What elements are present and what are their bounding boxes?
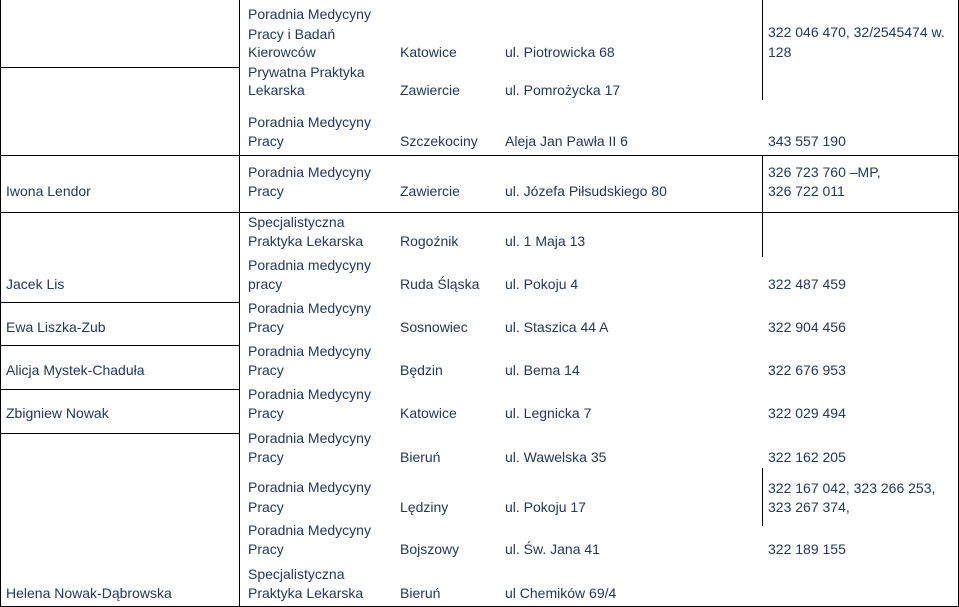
facility-address: ul. Bema 14 (505, 362, 580, 378)
facility-phone: 326 722 011 (768, 183, 845, 199)
facility-name: Prywatna Praktyka (248, 64, 365, 80)
facility-address: ul. Pomrożycka 17 (505, 82, 621, 98)
facility-name: Pracy (248, 183, 284, 199)
facility-name: Poradnia Medycyny (248, 343, 371, 359)
facility-name: Poradnia Medycyny (248, 522, 371, 538)
grid-line (0, 155, 959, 156)
facility-name: pracy (248, 276, 283, 292)
facility-city: Katowice (400, 44, 457, 60)
facility-name: Pracy (248, 319, 284, 335)
grid-line (0, 0, 1, 607)
facility-address: ul. Wawelska 35 (505, 449, 607, 465)
facility-name: Praktyka Lekarska (248, 233, 364, 249)
facility-name: Specjalistyczna (248, 214, 345, 230)
facility-city: Sosnowiec (400, 319, 468, 335)
facility-phone: 343 557 190 (768, 133, 846, 149)
facility-name: Pracy (248, 449, 284, 465)
facility-city: Zawiercie (400, 82, 460, 98)
facility-address: ul. Pokoju 4 (505, 276, 579, 292)
facility-name: Lekarska (248, 82, 305, 98)
grid-line (0, 345, 240, 346)
facility-address: ul. Staszica 44 A (505, 319, 609, 335)
facility-name: Pracy (248, 405, 284, 421)
facility-city: Bojszowy (400, 541, 460, 557)
facility-name: Poradnia Medycyny (248, 479, 371, 495)
grid-line (762, 468, 763, 526)
facility-address: ul. Józefa Piłsudskiego 80 (505, 183, 667, 199)
facility-city: Rogoźnik (400, 233, 459, 249)
facility-city: Ruda Śląska (400, 276, 480, 292)
facility-name: Pracy (248, 499, 284, 515)
facility-phone: 323 267 374, (768, 499, 850, 515)
facility-phone: 322 189 155 (768, 541, 846, 557)
facility-name: Pracy (248, 541, 284, 557)
grid-line (762, 155, 763, 257)
facility-phone: 322 904 456 (768, 319, 846, 335)
grid-line (239, 0, 240, 607)
person-name: Jacek Lis (6, 276, 65, 292)
facility-city: Bieruń (400, 585, 441, 601)
facility-city: Bieruń (400, 449, 441, 465)
grid-line (0, 67, 240, 68)
facility-phone: 322 676 953 (768, 362, 846, 378)
person-name: Zbigniew Nowak (6, 405, 109, 421)
facility-name: Poradnia Medycyny (248, 114, 371, 130)
facility-phone: 322 487 459 (768, 276, 846, 292)
grid-line (0, 212, 959, 213)
facility-city: Będzin (400, 362, 443, 378)
facility-city: Lędziny (400, 499, 449, 515)
facility-address: ul. Legnicka 7 (505, 405, 592, 421)
grid-line (0, 302, 240, 303)
facility-name: Specjalistyczna (248, 566, 345, 582)
facility-city: Zawiercie (400, 183, 460, 199)
facility-phone: 322 046 470, 32/2545474 w. (768, 24, 945, 40)
facility-name: Poradnia Medycyny (248, 430, 371, 446)
facility-name: Poradnia medycyny (248, 257, 371, 273)
facility-city: Szczekociny (400, 133, 478, 149)
facility-name: Pracy (248, 362, 284, 378)
grid-line (0, 433, 240, 434)
facility-phone: 322 029 494 (768, 405, 846, 421)
facility-phone: 322 162 205 (768, 449, 846, 465)
facility-address: ul. 1 Maja 13 (505, 233, 586, 249)
grid-line (0, 389, 240, 390)
facility-address: ul. Pokoju 17 (505, 499, 586, 515)
facility-address: ul Chemików 69/4 (505, 585, 617, 601)
grid-line (762, 0, 763, 100)
facility-name: Pracy (248, 133, 284, 149)
facility-name: Praktyka Lekarska (248, 585, 364, 601)
facility-address: Aleja Jan Pawła II 6 (505, 133, 628, 149)
facility-phone: 128 (768, 44, 792, 60)
person-name: Iwona Lendor (6, 183, 91, 199)
person-name: Ewa Liszka-Zub (6, 319, 106, 335)
person-name: Alicja Mystek-Chaduła (6, 362, 145, 378)
person-name: Helena Nowak-Dąbrowska (6, 585, 172, 601)
facility-address: ul. Piotrowicka 68 (505, 44, 615, 60)
facility-phone: 322 167 042, 323 266 253, (768, 480, 936, 496)
facility-name: Kierowców (248, 44, 316, 60)
facility-name: Poradnia Medycyny (248, 300, 371, 316)
facility-phone: 326 723 760 –MP, (768, 164, 881, 180)
facility-name: Poradnia Medycyny (248, 386, 371, 402)
facility-name: Poradnia Medycyny (248, 6, 371, 22)
facility-name: Poradnia Medycyny (248, 164, 371, 180)
facility-address: ul. Św. Jana 41 (505, 541, 600, 557)
facility-city: Katowice (400, 405, 457, 421)
facility-name: Pracy i Badań (248, 26, 336, 42)
